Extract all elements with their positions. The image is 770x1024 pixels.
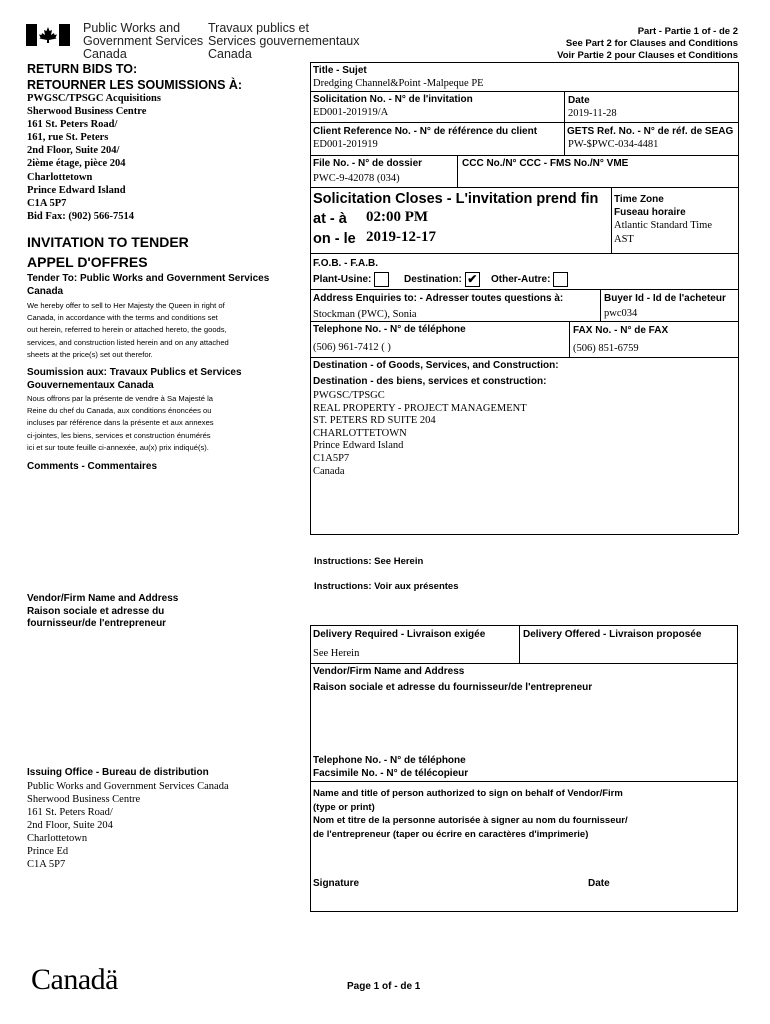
signature-date-label: Date xyxy=(588,878,610,889)
title-value: Dredging Channel&Point -Malpeque PE xyxy=(313,78,484,89)
vendor-firm-input-area[interactable] xyxy=(313,698,733,750)
plant-checkbox[interactable] xyxy=(374,272,389,287)
see-part2-en: See Part 2 for Clauses and Conditions xyxy=(565,38,738,49)
closes-on-label: on - le xyxy=(313,231,356,247)
invitation-heading: INVITATION TO TENDER APPEL D'OFFRES xyxy=(27,234,189,270)
issuing-office-address: Public Works and Government Services Canada Sherwood Business Centre 161 St. Peters Road/ 2nd Floor, Suite 204 Charlottetown Prince Ed C1A 5P7 xyxy=(27,781,229,870)
vendor-firm-label-left: Vendor/Firm Name and Address Raison sociale et adresse du fournisseur/de l'entrepreneur xyxy=(27,593,179,630)
fax-value: (506) 851-6759 xyxy=(573,343,639,354)
other-checkbox[interactable] xyxy=(553,272,568,287)
page-number: Page 1 of - de 1 xyxy=(347,981,421,992)
buyer-id-value: pwc034 xyxy=(604,308,638,319)
soumission-heading: Soumission aux: Travaux Publics et Services Gouvernementaux Canada xyxy=(27,367,242,391)
gets-label: GETS Ref. No. - N° de réf. de SEAG xyxy=(567,126,734,137)
issuing-office-label: Issuing Office - Bureau de distribution xyxy=(27,767,209,778)
telephone-label: Telephone No. - N° de téléphone xyxy=(313,324,466,335)
signature-label: Signature xyxy=(313,878,360,889)
solicitation-label: Solicitation No. - N° de l'invitation xyxy=(313,94,473,105)
return-address: PWGSC/TPSGC Acquisitions Sherwood Business Centre 161 St. Peters Road/ 161, rue St. Peters 2nd Floor, Suite 204/ 2ième étage, pièce 204 Charlottetown Prince Edward Island C1A 5P7 Bid Fax: (902) 566-7514 xyxy=(27,93,161,222)
timezone-label: Time Zone Fuseau horaire xyxy=(614,194,686,218)
destination-option[interactable] xyxy=(404,272,480,287)
dept-name-fr: Travaux publics et Services gouvernementaux Canada xyxy=(208,21,360,61)
closes-heading: Solicitation Closes - L'invitation prend fin xyxy=(313,191,599,207)
tender-to: Tender To: Public Works and Government Services Canada xyxy=(27,273,270,297)
instructions-en: Instructions: See Herein xyxy=(314,556,424,567)
client-ref-value: ED001-201919 xyxy=(313,139,378,150)
see-part2-fr: Voir Partie 2 pour Clauses et Conditions xyxy=(557,50,738,61)
soumission-text: Nous offrons par la présente de vendre à Sa Majesté la Reine du chef du Canada, aux conditions énoncées ou incluses par référence dans la présente et aux annexes ci-jointes, les biens, services et construction énumérés ici et sur toute feuille ci-annexée, au(x) prix indiqué(s). xyxy=(27,394,214,452)
canada-wordmark: Canadä xyxy=(31,963,118,996)
canada-flag-icon xyxy=(26,24,70,46)
file-label: File No. - N° de dossier xyxy=(313,158,423,169)
destination-address: PWGSC/TPSGC REAL PROPERTY - PROJECT MANAGEMENT ST. PETERS RD SUITE 204 CHARLOTTETOWN Prince Edward Island C1A5P7 Canada xyxy=(313,390,527,477)
closes-time: 02:00 PM xyxy=(366,209,429,225)
instructions-fr: Instructions: Voir aux présentes xyxy=(314,581,459,592)
tender-text: We hereby offer to sell to Her Majesty the Queen in right of Canada, in accordance with the terms and conditions set out herein, referred to herein or attached hereto, the goods, services, and construction listed herein and on any attached sheets at the price(s) set out therefor. xyxy=(27,301,229,359)
vendor-firm-label-fr: Raison sociale et adresse du fournisseur/de l'entrepreneur xyxy=(313,682,593,693)
vendor-firm-label: Vendor/Firm Name and Address xyxy=(313,666,465,677)
vendor-telephone-label: Telephone No. - N° de téléphone xyxy=(313,755,466,766)
title-label: Title - Sujet xyxy=(313,65,367,76)
closes-at-label: at - à xyxy=(313,211,347,227)
closes-date: 2019-12-17 xyxy=(366,229,436,245)
delivery-required-value: See Herein xyxy=(313,648,360,659)
destination-goods-en: Destination - of Goods, Services, and Construction: xyxy=(313,360,559,371)
dept-name-en: Public Works and Government Services Canada xyxy=(83,21,204,61)
delivery-required-label: Delivery Required - Livraison exigée xyxy=(313,629,486,640)
return-bids-heading: RETURN BIDS TO: RETOURNER LES SOUMISSIONS À: xyxy=(27,62,243,92)
fax-label: FAX No. - N° de FAX xyxy=(573,325,669,336)
other-option[interactable] xyxy=(491,272,568,287)
gets-value: PW-$PWC-034-4481 xyxy=(568,139,659,150)
vendor-fax-label: Facsimile No. - N° de télécopieur xyxy=(313,768,469,779)
telephone-value: (506) 961-7412 ( ) xyxy=(313,342,391,353)
fob-label: F.O.B. - F.A.B. xyxy=(313,258,378,269)
destination-label: Destination: xyxy=(404,274,462,286)
address-enquiries-value: Stockman (PWC), Sonia xyxy=(313,309,417,320)
signature-input-area[interactable] xyxy=(313,891,733,909)
destination-checkbox[interactable]: ✔ xyxy=(465,272,480,287)
client-ref-label: Client Reference No. - N° de référence du client xyxy=(313,126,538,137)
plant-label: Plant-Usine: xyxy=(313,274,372,286)
comments-label: Comments - Commentaires xyxy=(27,461,158,472)
authorized-person-input-area[interactable] xyxy=(313,845,733,873)
delivery-offered-label: Delivery Offered - Livraison proposée xyxy=(523,629,702,640)
date-value: 2019-11-28 xyxy=(568,108,617,119)
timezone-value: Atlantic Standard Time AST xyxy=(614,220,712,245)
file-value: PWC-9-42078 (034) xyxy=(313,173,400,184)
address-enquiries-label: Address Enquiries to: - Adresser toutes questions à: xyxy=(313,293,564,304)
plant-option[interactable] xyxy=(313,272,389,287)
solicitation-value: ED001-201919/A xyxy=(313,107,389,118)
authorized-person-label: Name and title of person authorized to sign on behalf of Vendor/Firm (type or print) Nom et titre de la personne autorisée à signer au nom du fournisseur/ de l'entrepreneur (taper ou écrire en caractères d'imprimerie) xyxy=(313,788,628,840)
other-label: Other-Autre: xyxy=(491,274,551,286)
part-indicator: Part - Partie 1 of - de 2 xyxy=(637,26,738,37)
destination-goods-fr: Destination - des biens, services et construction: xyxy=(313,376,547,387)
ccc-label: CCC No./N° CCC - FMS No./N° VME xyxy=(462,158,629,169)
buyer-id-label: Buyer Id - Id de l'acheteur xyxy=(604,293,726,304)
date-label: Date xyxy=(568,95,590,106)
